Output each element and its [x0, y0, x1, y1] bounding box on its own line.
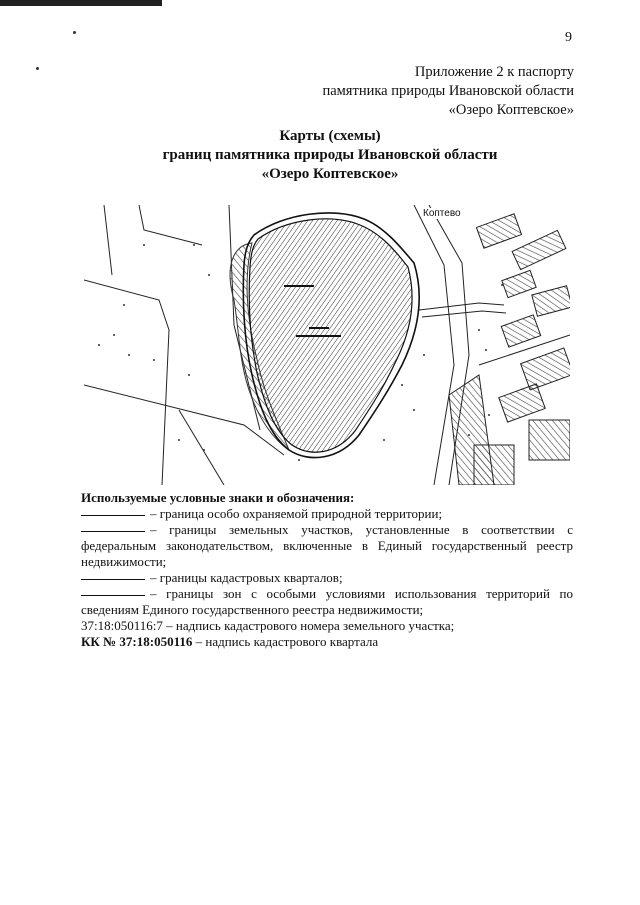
legend-text: – граница особо охраняемой природной территории;	[150, 506, 443, 521]
legend-line-symbol	[81, 531, 145, 532]
parcel-code: 37:18:050116:7	[81, 618, 163, 633]
lake-label-mark	[309, 327, 329, 329]
document-title	[80, 127, 580, 184]
appendix-line: Приложение 2 к паспорту	[414, 64, 574, 80]
legend-item	[81, 586, 573, 618]
legend-line-symbol	[81, 579, 145, 580]
title-line: «Озеро Коптевское»	[261, 166, 399, 182]
lake-label-mark	[284, 285, 314, 287]
legend-item	[81, 522, 573, 570]
legend-text: – границы зон с особыми условиями использования территорий по сведениям Единого государственного реестра недвижимости;	[81, 586, 573, 617]
legend-line-symbol	[81, 515, 145, 516]
scan-speck	[73, 31, 76, 34]
map-drawing	[84, 205, 570, 485]
legend-item	[81, 618, 573, 634]
lake-label-mark	[296, 335, 341, 337]
title-line: границ памятника природы Ивановской области	[162, 147, 498, 163]
legend-text: – надпись кадастрового квартала	[195, 634, 379, 649]
legend-text: – границы земельных участков, установленные в соответствии с федеральным законодательством, включенные в Единый государственный реестр недвижимости;	[81, 522, 573, 569]
appendix-note	[322, 63, 574, 120]
legend-item	[81, 506, 573, 522]
legend-line-symbol	[81, 595, 145, 596]
legend-text: – надпись кадастрового номера земельного участка;	[166, 618, 455, 633]
quarter-code: КК № 37:18:050116	[81, 634, 193, 649]
legend-heading: Используемые условные знаки и обозначения:	[81, 490, 355, 505]
page-number: 9	[565, 30, 572, 45]
legend-item	[81, 570, 573, 586]
scan-artifact-bar	[0, 0, 162, 6]
boundary-map	[84, 205, 570, 485]
legend-text: – границы кадастровых кварталов;	[150, 570, 343, 585]
appendix-line: «Озеро Коптевское»	[448, 102, 574, 118]
title-line: Карты (схемы)	[279, 128, 381, 144]
legend-item	[81, 634, 573, 650]
map-legend	[81, 490, 573, 650]
appendix-line: памятника природы Ивановской области	[322, 83, 574, 99]
scan-speck	[36, 67, 39, 70]
village-label: Коптево	[423, 208, 461, 219]
